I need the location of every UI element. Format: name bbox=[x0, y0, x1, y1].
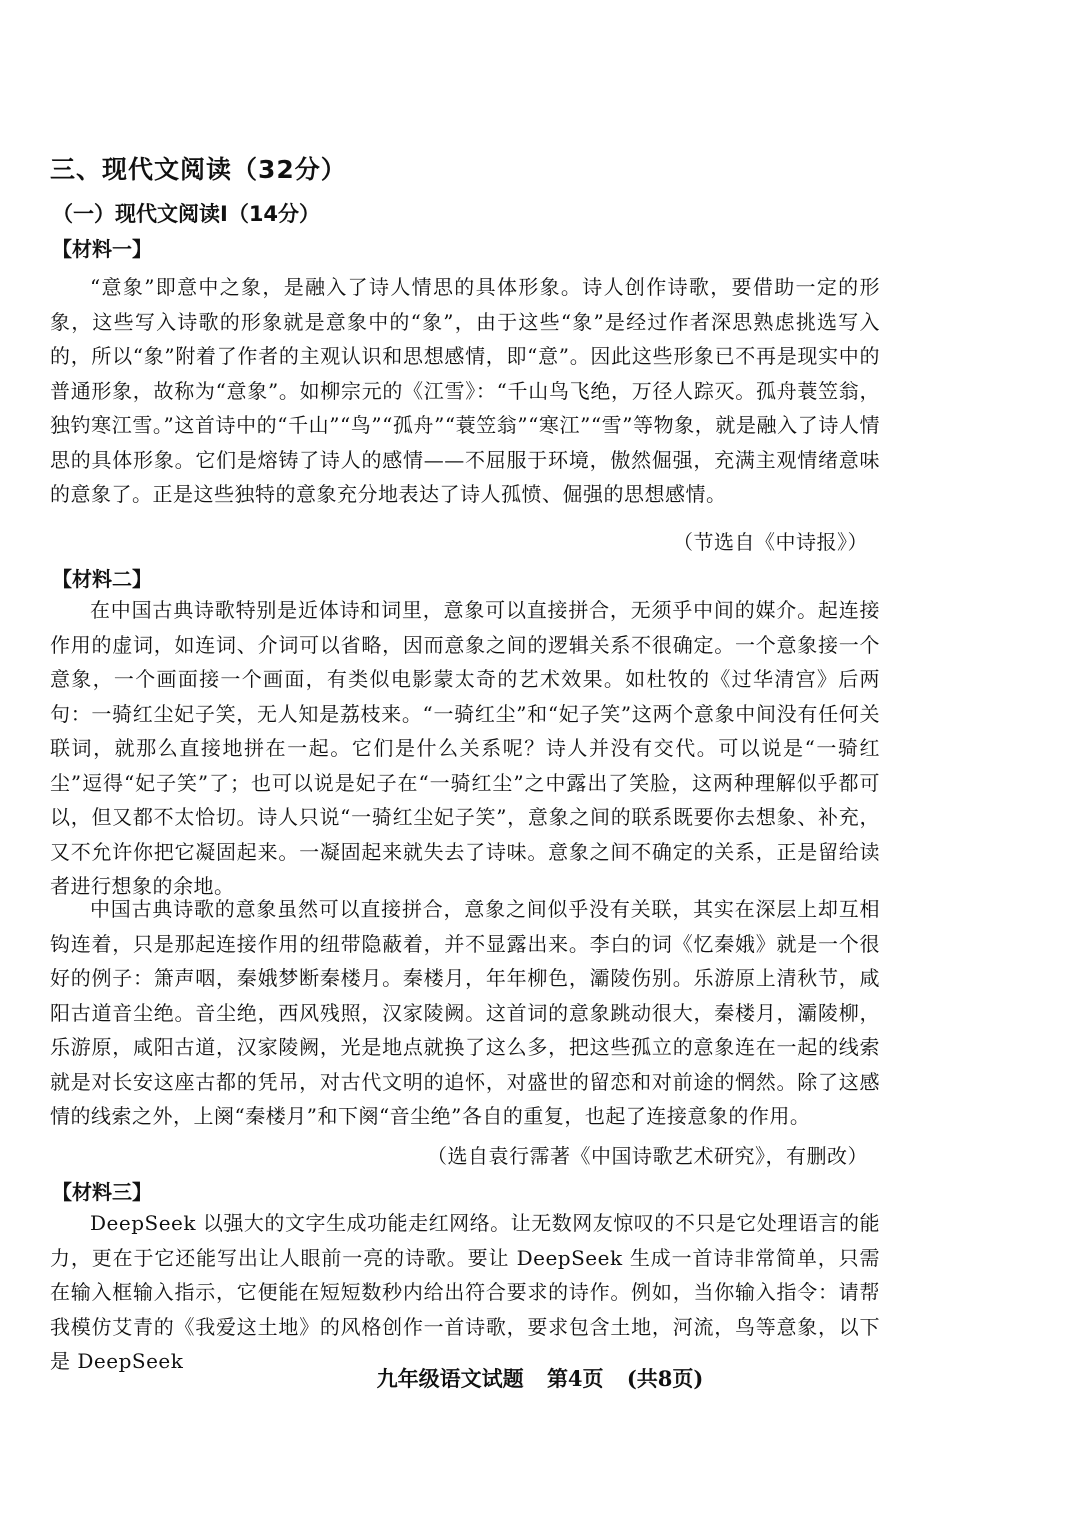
material-2-source: （选自袁行霈著《中国诗歌艺术研究》，有删改） bbox=[427, 1144, 868, 1168]
material-2-paragraph-1: 在中国古典诗歌特别是近体诗和词里，意象可以直接拼合，无须乎中间的媒介。起连接作用的虚词，如连词、介词可以省略，因而意象之间的逻辑关系不很确定。一个意象接一个意象，一个画面接一个画面，有类似电影蒙太奇的艺术效果。如杜牧的《过华清宫》后两句：一骑红尘妃子笑，无人知是荔枝来。“一骑红尘”和“妃子笑”这两个意象中间没有任何关联词，就那么直接地拼在一起。它们是什么关系呢？诗人并没有交代。可以说是“一骑红尘”逗得“妃子笑”了；也可以说是妃子在“一骑红尘”之中露出了笑脸，这两种理解似乎都可以，但又都不太恰切。诗人只说“一骑红尘妃子笑”，意象之间的联系既要你去想象、补充，又不允许你把它凝固起来。一凝固起来就失去了诗味。意象之间不确定的关系，正是留给读者进行想象的余地。 bbox=[50, 598, 880, 898]
material-1-paragraph: “意象”即意中之象，是融入了诗人情思的具体形象。诗人创作诗歌，要借助一定的形象，这些写入诗歌的形象就是意象中的“象”，由于这些“象”是经过作者深思熟虑挑选写入的，所以“象”附着了作者的主观认识和思想感情，即“意”。因此这些形象已不再是现实中的普通形象，故称为“意象”。如柳宗元的《江雪》：“千山鸟飞绝，万径人踪灭。孤舟蓑笠翁，独钓寒江雪。”这首诗中的“千山”“鸟”“孤舟”“蓑笠翁”“寒江”“雪”等物象，就是融入了诗人情思的具体形象。它们是熔铸了诗人的感情——不屈服于环境，傲然倔强，充满主观情绪意味的意象了。正是这些独特的意象充分地表达了诗人孤愤、倔强的思想感情。 bbox=[50, 275, 880, 506]
material-3-label: 【材料三】 bbox=[52, 1180, 152, 1204]
material-1-source: （节选自《中诗报》） bbox=[673, 530, 868, 554]
page-footer bbox=[0, 1363, 1080, 1393]
footer-exam-name: 九年级语文试题 bbox=[376, 1366, 524, 1391]
material-2-paragraph-2: 中国古典诗歌的意象虽然可以直接拼合，意象之间似乎没有关联，其实在深层上却互相钩连着，只是那起连接作用的纽带隐蔽着，并不显露出来。李白的词《忆秦娥》就是一个很好的例子：箫声咽，秦娥梦断秦楼月。秦楼月，年年柳色，灞陵伤别。乐游原上清秋节，咸阳古道音尘绝。音尘绝，西风残照，汉家陵阙。这首词的意象跳动很大，秦楼月，灞陵柳，乐游原，咸阳古道，汉家陵阙，光是地点就换了这么多，把这些孤立的意象连在一起的线索就是对长安这座古都的凭吊，对古代文明的追怀，对盛世的留恋和对前途的惘然。除了这感情的线索之外，上阕“秦楼月”和下阕“音尘绝”各自的重复，也起了连接意象的作用。 bbox=[50, 897, 880, 1128]
section-subtitle: （一）现代文阅读Ⅰ（14分） bbox=[52, 202, 321, 226]
material-1-label: 【材料一】 bbox=[52, 237, 152, 261]
footer-total-pages: (共8页) bbox=[626, 1366, 704, 1391]
material-3-paragraph: DeepSeek 以强大的文字生成功能走红网络。让无数网友惊叹的不只是它处理语言的能力，更在于它还能写出让人眼前一亮的诗歌。要让 DeepSeek 生成一首诗非常简单，只需在输入框输入指示，它便能在短短数秒内给出符合要求的诗作。例如，当你输入指令：请帮我模仿艾青的《我爱这土地》的风格创作一首诗歌，要求包含土地，河流，鸟等意象，以下是 DeepSeek bbox=[50, 1211, 880, 1373]
material-2-label: 【材料二】 bbox=[52, 567, 152, 591]
footer-page-number: 第4页 bbox=[546, 1366, 604, 1391]
section-title: 三、现代文阅读（32分） bbox=[50, 155, 347, 184]
